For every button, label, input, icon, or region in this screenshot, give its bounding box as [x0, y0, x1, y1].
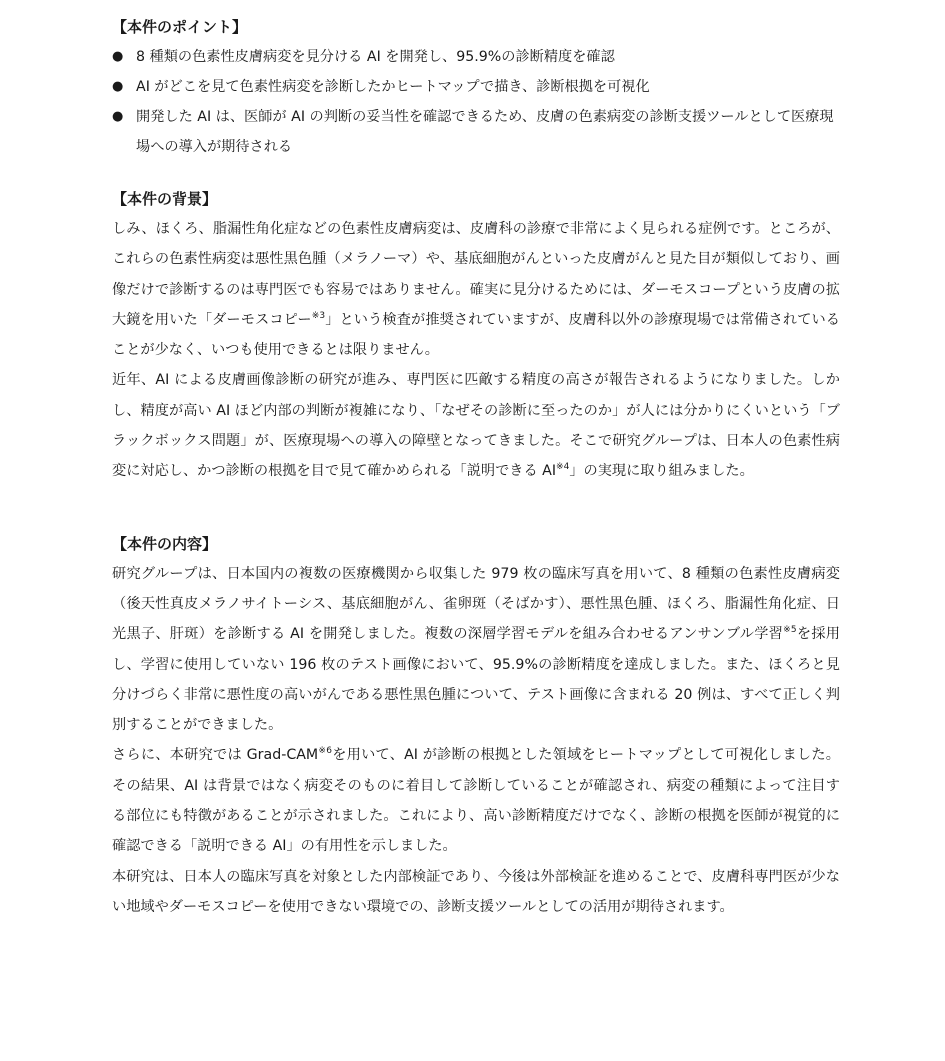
footnote-ref: ※6	[318, 746, 332, 757]
text-run: 」という検査が推奨されていますが、皮膚科以外の診療現場では常備されていることが少なく、いつも使用できるとは限りません。	[112, 311, 840, 359]
content-heading: 【本件の内容】	[112, 534, 218, 553]
document-page	[112, 12, 840, 922]
footnote-ref: ※4	[556, 462, 570, 473]
footnote-ref: ※3	[311, 310, 326, 321]
point-item: ● 8 種類の色素性皮膚病変を見分ける AI を開発し、95.9%の診断精度を確認	[112, 42, 840, 72]
background-paragraph	[112, 214, 840, 365]
text-run: を用いて、AI が診断の根拠とした領域をヒートマップとして可視化しました。その結果、AI は背景ではなく病変そのものに着目して診断していることが確認され、病変の種類によって注目する部位にも特徴があることが示されました。これにより、高い診断精度だけでなく、診断の根拠を医師が視覚的に確認できる「説明できる AI」の有用性を示しました。	[112, 747, 840, 855]
content-paragraph: 本研究は、日本人の臨床写真を対象とした内部検証であり、今後は外部検証を進めることで、皮膚科専門医が少ない地域やダーモスコピーを使用できない環境での、診断支援ツールとしての活用が期待されます。	[112, 868, 840, 915]
point-item: ● AI がどこを見て色素性病変を診断したかヒートマップで描き、診断根拠を可視化	[112, 72, 840, 102]
background-paragraph	[112, 365, 840, 486]
points-list	[112, 42, 840, 162]
text-run: 近年、AI による皮膚画像診断の研究が進み、専門医に匹敵する精度の高さが報告されるようになりました。しかし、精度が高い AI ほど内部の判断が複雑になり、「なぜその診断に至ったのか」が人には分かりにくいという「ブラックボックス問題」が、医療現場への導入の障壁となってきました。そこで研究グループは、日本人の色素性病変に対応し、かつ診断の根拠を目で見て確かめられる「説明できる AI	[112, 372, 840, 480]
text-run: 」の実現に取り組みました。	[569, 463, 754, 480]
content-paragraph	[112, 559, 840, 741]
point-item: ● 開発した AI は、医師が AI の判断の妥当性を確認できるため、皮膚の色素病変の診断支援ツールとして医療現場への導入が期待される	[112, 102, 840, 162]
text-run: さらに、本研究では Grad-CAM	[112, 747, 319, 764]
text-run: を採用し、学習に使用していない 196 枚のテスト画像において、95.9%の診断精度を達成しました。また、ほくろと見分けづらく非常に悪性度の高いがんである悪性黒色腫について、テスト画像に含まれる 20 例は、すべて正しく判別することができました。	[112, 626, 840, 734]
footnote-ref: ※5	[783, 625, 797, 636]
background-heading: 【本件の背景】	[112, 190, 218, 208]
text-run: 研究グループは、日本国内の複数の医療機関から収集した 979 枚の臨床写真を用いて、8 種類の色素性皮膚病変（後天性真皮メラノサイトーシス、基底細胞がん、雀卵斑（そばかす）、悪性黒色腫、ほくろ、脂漏性角化症、日光黒子、肝斑）を診断する AI を開発しました。複数の深層学習モデルを組み合わせるアンサンブル学習	[112, 565, 840, 643]
content-paragraph	[112, 740, 840, 861]
text-run: しみ、ほくろ、脂漏性角化症などの色素性皮膚病変は、皮膚科の診療で非常によく見られる症例です。ところが、これらの色素性病変は悪性黒色腫（メラノーマ）や、基底細胞がんといった皮膚がんと見た目が類似しており、画像だけで診断するのは専門医でも容易ではありません。確実に見分けるためには、ダーモスコープという皮膚の拡大鏡を用いた「ダーモスコピー	[112, 221, 840, 328]
points-heading: 【本件のポイント】	[112, 18, 248, 36]
